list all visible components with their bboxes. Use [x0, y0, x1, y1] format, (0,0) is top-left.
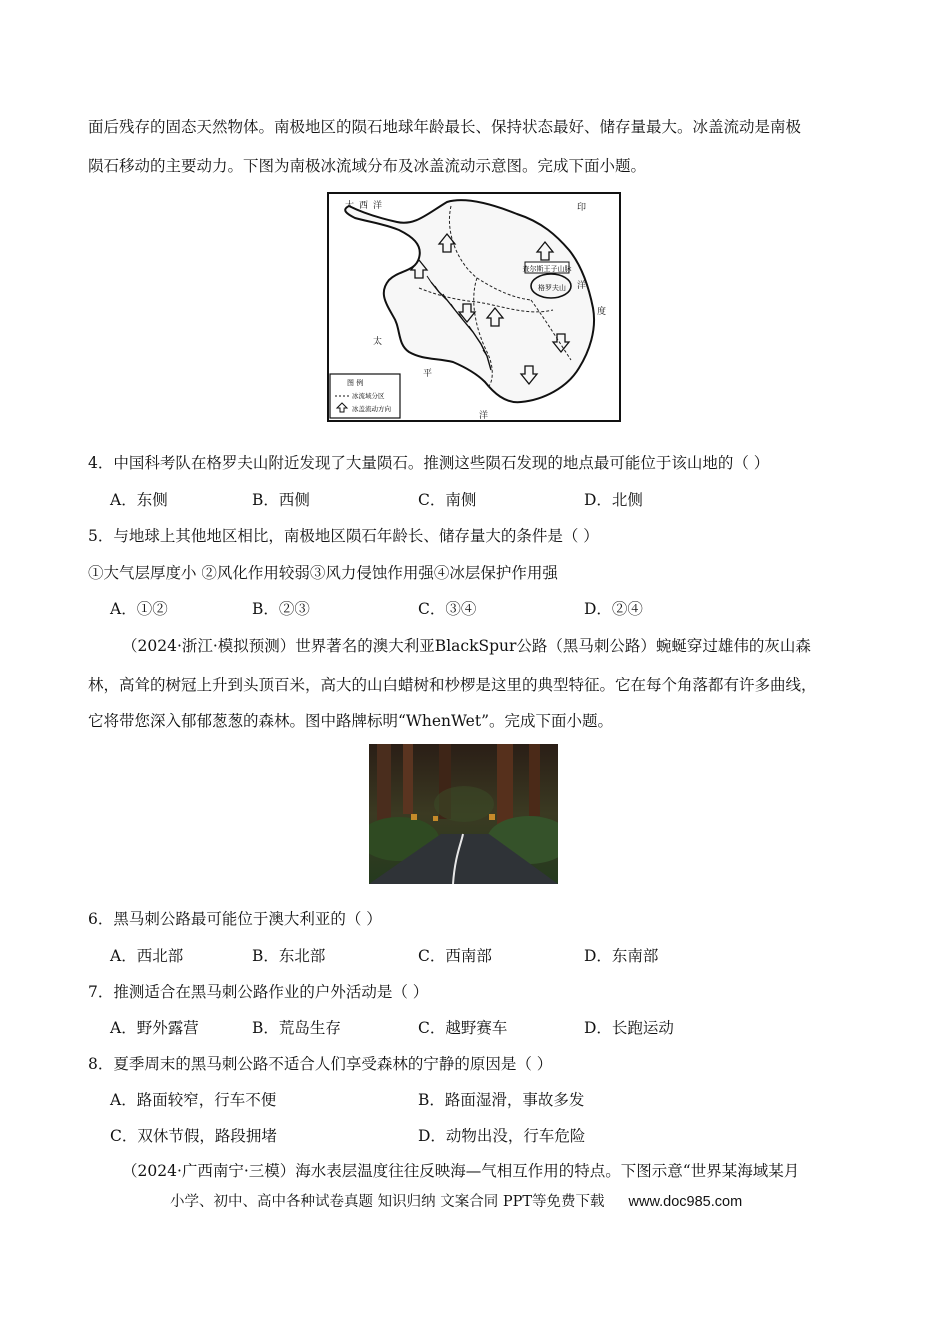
- q4-option-b[interactable]: B．西侧: [252, 491, 310, 509]
- ocean-label-2: 西: [359, 201, 369, 211]
- q6-option-a[interactable]: A．西北部: [110, 947, 184, 965]
- q5-option-b[interactable]: B．②③: [252, 600, 310, 618]
- q6-option-c[interactable]: C．西南部: [418, 947, 492, 965]
- legend-item-flow: 冰盖流动方向: [352, 405, 391, 413]
- q6-option-d[interactable]: D．东南部: [584, 947, 659, 965]
- ocean-label-8: 洋: [479, 411, 489, 421]
- intro-line-1: 面后残存的固态天然物体。南极地区的陨石地球年龄最长、保持状态最好、储存量最大。冰盖流动是南极: [88, 118, 802, 136]
- ocean-label-9: 洋: [577, 281, 587, 291]
- passage3-line-1: （2024·广西南宁·三模）海水表层温度往往反映海—气相互作用的特点。下图示意“世界某海域某月: [122, 1162, 800, 1180]
- q7-option-c[interactable]: C．越野赛车: [418, 1019, 508, 1037]
- q7-option-b[interactable]: B．荒岛生存: [252, 1019, 341, 1037]
- q5-conditions: ①大气层厚度小 ②风化作用较弱③风力侵蚀作用强④冰层保护作用强: [88, 564, 558, 582]
- q4-option-a[interactable]: A．东侧: [110, 491, 168, 509]
- q8-option-c[interactable]: C．双休节假，路段拥堵: [110, 1127, 277, 1145]
- q8-option-b[interactable]: B．路面湿滑，事故多发: [418, 1091, 585, 1109]
- q7-stem: 7．推测适合在黑马刺公路作业的户外活动是（ ）: [88, 983, 429, 1001]
- legend-title: 图 例: [347, 379, 364, 387]
- q5-option-c[interactable]: C．③④: [418, 600, 477, 618]
- q4-option-c[interactable]: C．南侧: [418, 491, 477, 509]
- mountain-label: 格罗夫山: [538, 284, 566, 292]
- q6-option-b[interactable]: B．东北部: [252, 947, 326, 965]
- q8-option-a[interactable]: A．路面较窄，行车不便: [110, 1091, 277, 1109]
- q5-stem: 5．与地球上其他地区相比，南极地区陨石年龄长、储存量大的条件是（ ）: [88, 527, 599, 545]
- intro-line-2: 陨石移动的主要动力。下图为南极冰流域分布及冰盖流动示意图。完成下面小题。: [88, 157, 647, 175]
- ocean-label-1: 大: [345, 201, 355, 211]
- ocean-label-7: 平: [423, 369, 433, 379]
- legend-item-divide: 冰流域分区: [352, 392, 385, 400]
- antarctica-ice-flow-map: [327, 192, 621, 422]
- ocean-label-5: 度: [597, 307, 607, 317]
- q7-option-d[interactable]: D．长跑运动: [584, 1019, 674, 1037]
- q5-option-a[interactable]: A．①②: [110, 600, 168, 618]
- page-footer: [170, 1190, 742, 1211]
- mountain-label-2: 查尔斯王子山脉: [522, 265, 572, 273]
- q7-option-a[interactable]: A．野外露营: [110, 1019, 199, 1037]
- footer-text: 小学、初中、高中各种试卷真题 知识归纳 文案合同 PPT等免费下载: [170, 1194, 605, 1210]
- passage2-line-3: 它将带您深入郁郁葱葱的森林。图中路牌标明“WhenWet”。完成下面小题。: [88, 712, 613, 730]
- ocean-label-3: 洋: [373, 201, 383, 211]
- passage2-line-1: （2024·浙江·模拟预测）世界著名的澳大利亚BlackSpur公路（黑马刺公路）蜿蜒穿过雄伟的灰山森: [122, 637, 811, 655]
- q4-option-d[interactable]: D．北侧: [584, 491, 643, 509]
- passage2-line-2: 林，高耸的树冠上升到头顶百米，高大的山白蜡树和杪椤是这里的典型特征。它在每个角落都有许多曲线，: [88, 676, 817, 694]
- map-legend: [330, 374, 400, 418]
- q6-stem: 6．黑马刺公路最可能位于澳大利亚的（ ）: [88, 910, 382, 928]
- blackspur-road-photo: [369, 744, 558, 884]
- q5-option-d[interactable]: D．②④: [584, 600, 643, 618]
- q8-stem: 8．夏季周末的黑马刺公路不适合人们享受森林的宁静的原因是（ ）: [88, 1055, 553, 1073]
- ocean-label-4: 印: [577, 203, 587, 213]
- q8-option-d[interactable]: D．动物出没，行车危险: [418, 1127, 586, 1145]
- ocean-label-6: 太: [373, 337, 383, 347]
- footer-url[interactable]: www.doc985.com: [628, 1194, 743, 1210]
- q4-stem: 4．中国科考队在格罗夫山附近发现了大量陨石。推测这些陨石发现的地点最可能位于该山地的（ ）: [88, 454, 770, 472]
